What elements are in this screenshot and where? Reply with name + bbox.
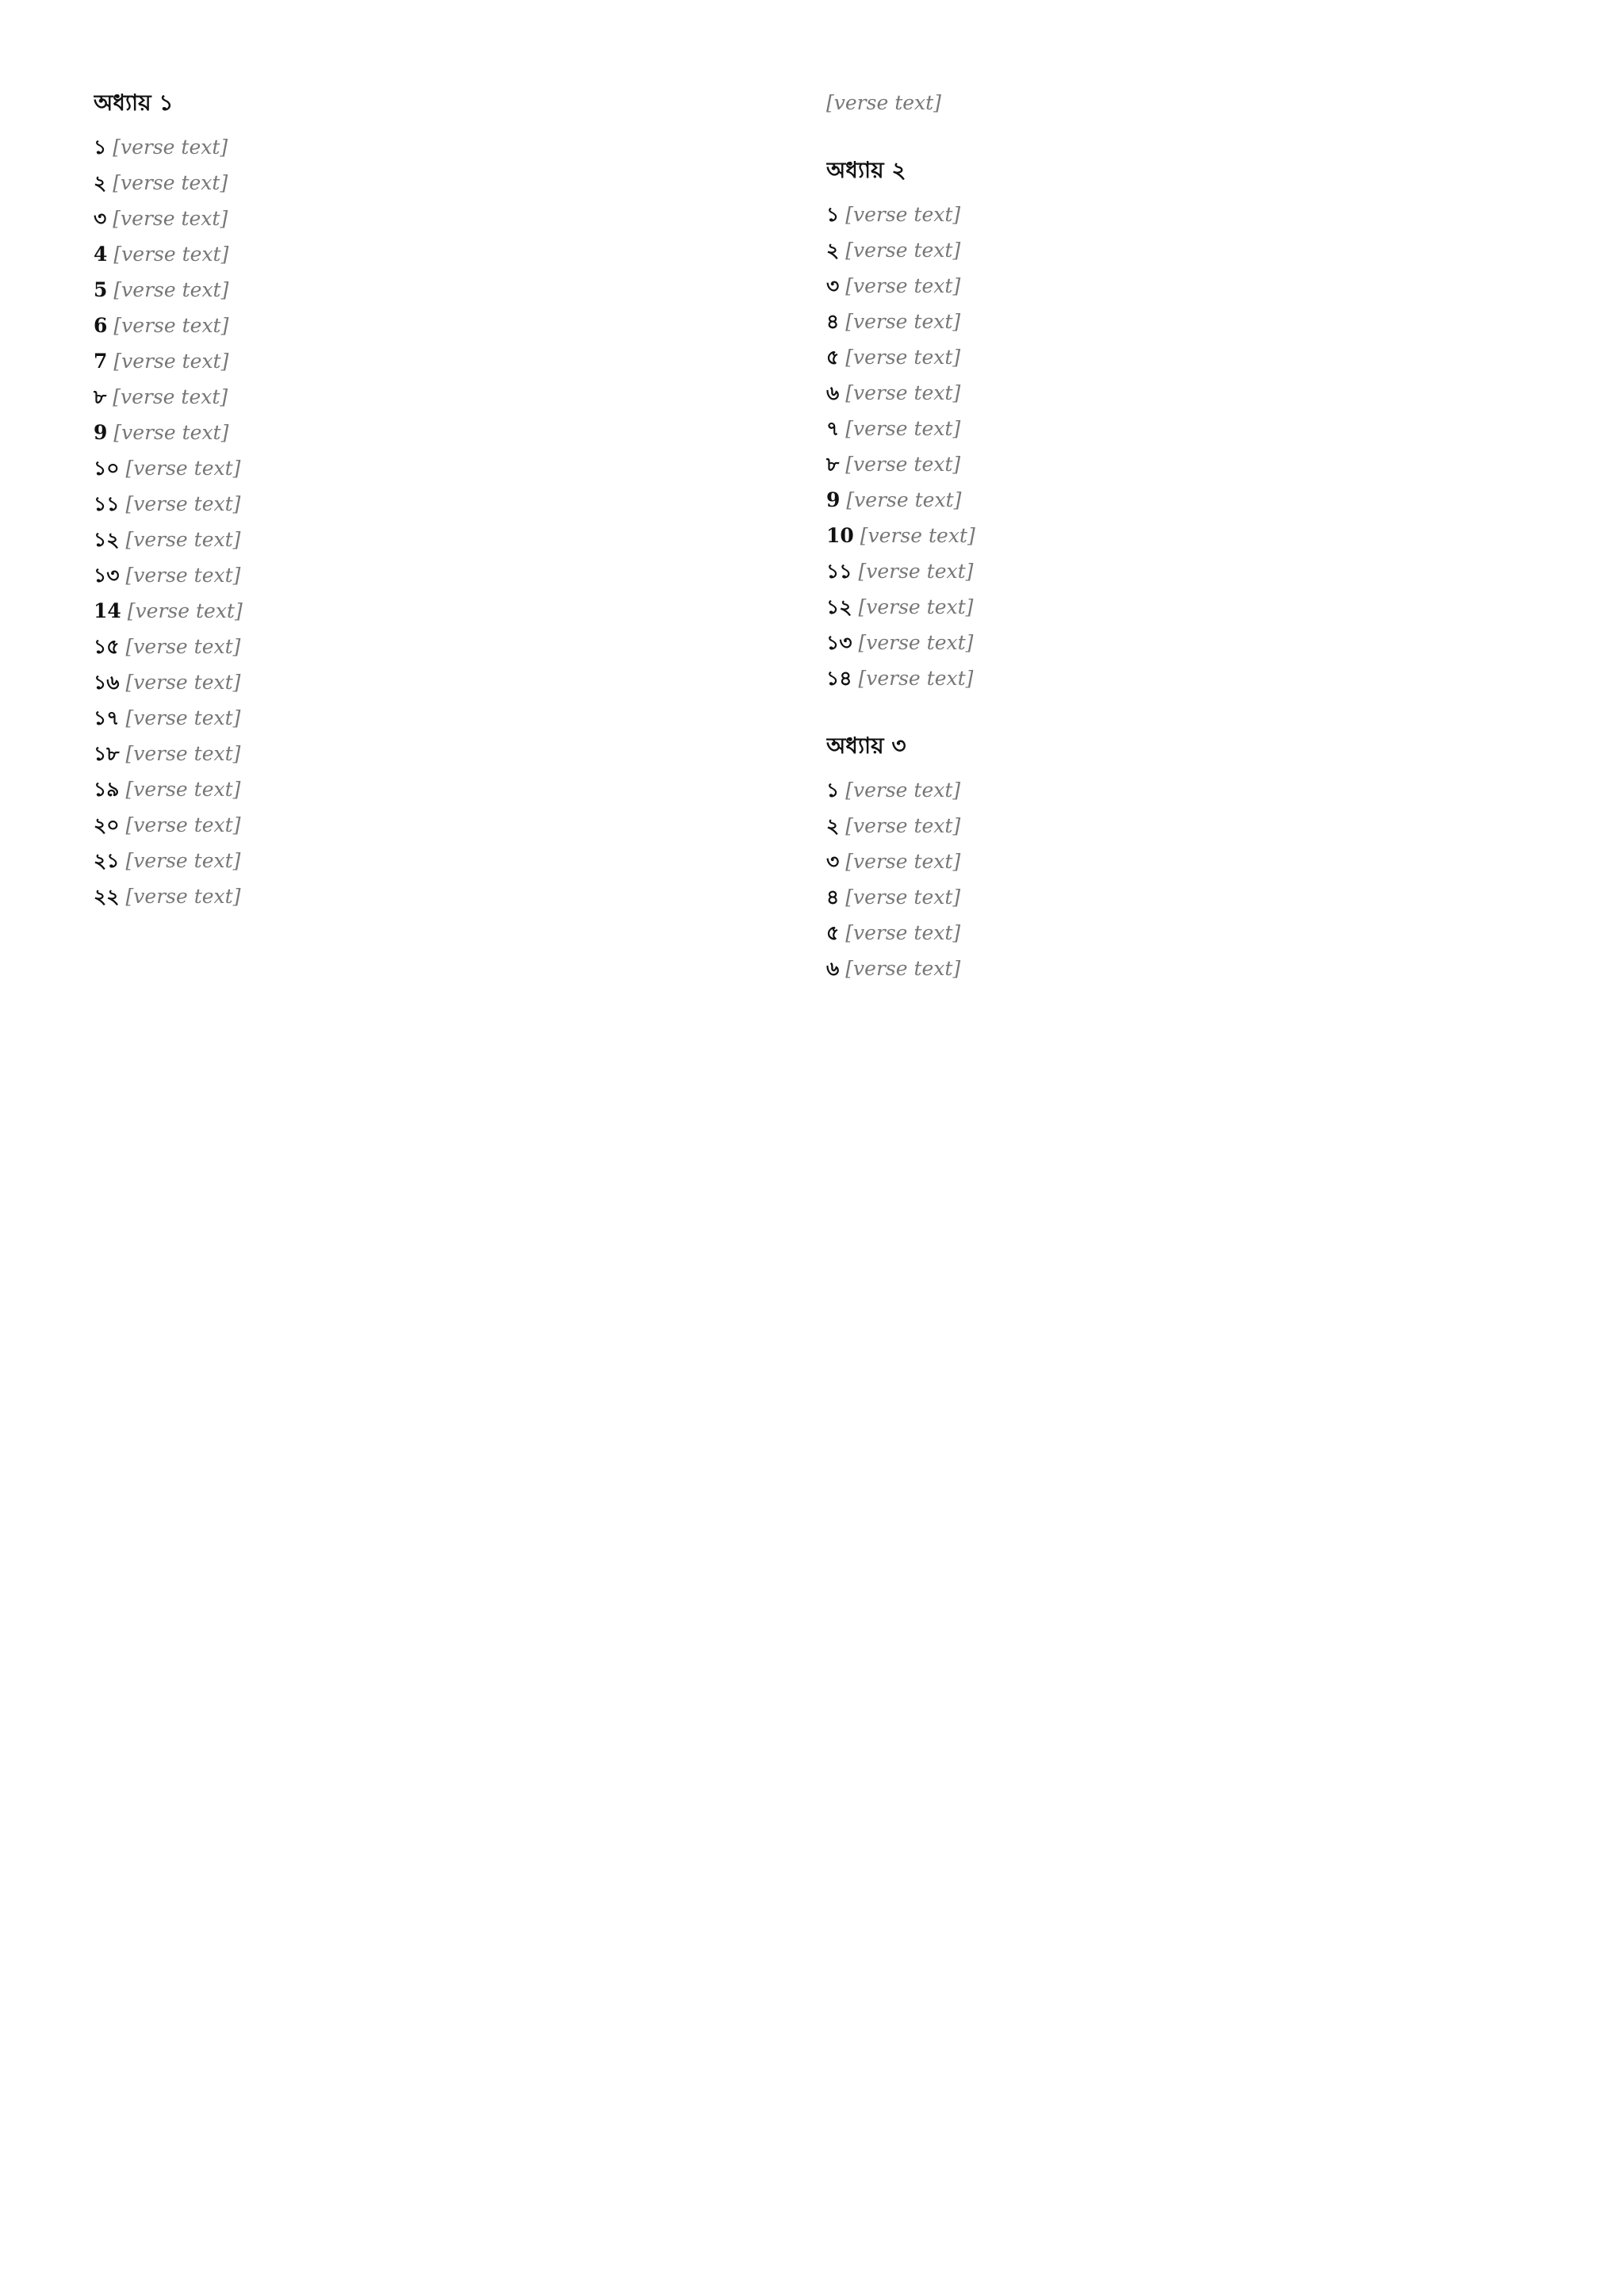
verse-text: [verse text] [845,417,961,440]
verse-paragraph [94,453,798,484]
verse-number: ১৫ [94,635,120,658]
verse-paragraph [94,595,798,626]
verse-number: ১৩ [94,564,120,587]
verse-paragraph [94,560,798,591]
section-gap [826,698,1530,730]
verse-number: ৬ [826,381,840,404]
verse-text: [verse text] [125,671,241,694]
verse-text: [verse text] [858,667,974,690]
verse-number: ২০ [94,813,120,836]
verse-paragraph [826,449,1530,480]
left-column [94,87,798,2248]
verse-number: 14 [94,599,121,622]
verse-text: [verse text] [113,207,228,230]
verse-text: [verse text] [125,564,241,587]
verse-paragraph [826,87,1530,118]
verse-paragraph [94,310,798,341]
verse-paragraph [94,167,798,198]
verse-text: [verse text] [113,171,228,194]
verse-number: 10 [826,524,854,547]
verse-text: [verse text] [845,274,961,297]
verse-paragraph [826,627,1530,658]
verse-paragraph [826,663,1530,694]
verse-paragraph [94,881,798,912]
verse-number: ২ [94,171,107,194]
verse-number: ১২ [826,595,852,618]
verse-paragraph [826,520,1530,551]
verse-text: [verse text] [125,635,241,658]
chapter-heading: অধ্যায় ২ [826,157,906,183]
verse-number: ৫ [826,921,840,944]
verse-paragraph [94,381,798,412]
verse-number: ২২ [94,885,120,908]
verse-number: ৭ [826,417,840,440]
verse-paragraph [94,738,798,769]
verse-number: 9 [826,488,841,511]
verse-number: ৮ [94,385,107,408]
chapter-heading: অধ্যায় ১ [94,90,174,116]
verse-text: [verse text] [845,779,961,802]
chapter-heading: অধ্যায় ৩ [826,733,906,759]
verse-text: [verse text] [845,310,961,333]
verse-paragraph [826,235,1530,266]
verse-text: [verse text] [826,91,941,114]
verse-number: ৬ [826,957,840,980]
verse-text: [verse text] [113,385,228,408]
verse-text: [verse text] [858,560,974,583]
verse-number: ৩ [94,207,107,230]
verse-text: [verse text] [845,346,961,369]
verse-number: 7 [94,350,108,373]
verse-number: 9 [94,421,108,444]
verse-text: [verse text] [125,778,241,801]
verse-text: [verse text] [113,278,229,301]
verse-paragraph [94,702,798,733]
verse-paragraph [826,953,1530,984]
verse-text: [verse text] [845,814,961,837]
verse-text: [verse text] [125,813,241,836]
verse-text: [verse text] [845,886,961,909]
verse-number: ১৭ [94,706,120,729]
verse-paragraph [94,631,798,662]
verse-number: ১৮ [94,742,120,765]
verse-text: [verse text] [845,921,961,944]
verse-paragraph [94,274,798,305]
verse-text: [verse text] [845,239,961,262]
verse-text: [verse text] [125,885,241,908]
verse-number: 5 [94,278,108,301]
verse-text: [verse text] [845,453,961,476]
verse-number: ১৬ [94,671,120,694]
verse-paragraph [826,810,1530,841]
verse-number: ২ [826,814,840,837]
verse-paragraph [94,524,798,555]
verse-text: [verse text] [845,203,961,226]
verse-text: [verse text] [845,381,961,404]
verse-paragraph [826,917,1530,948]
verse-paragraph [826,484,1530,515]
verse-number: ২১ [94,849,120,872]
verse-number: ১১ [94,492,120,515]
verse-number: ১৪ [826,667,852,690]
verse-text: [verse text] [113,421,229,444]
verse-text: [verse text] [845,957,961,980]
right-column [826,87,1530,2248]
verse-number: ১০ [94,457,120,480]
verse-number: 4 [94,243,108,266]
verse-number: ৫ [826,346,840,369]
verse-paragraph [94,346,798,377]
verse-number: ১ [826,779,840,802]
verse-number: ২ [826,239,840,262]
verse-number: ১৯ [94,778,120,801]
verse-paragraph [826,882,1530,913]
verse-paragraph [94,203,798,234]
verse-text: [verse text] [125,457,241,480]
verse-text: [verse text] [127,599,243,622]
verse-paragraph [94,417,798,448]
verse-paragraph [94,667,798,698]
verse-paragraph [826,591,1530,622]
verse-number: ১ [826,203,840,226]
verse-number: ৩ [826,850,840,873]
verse-text: [verse text] [125,849,241,872]
verse-paragraph [826,846,1530,877]
verse-paragraph [826,556,1530,587]
verse-text: [verse text] [125,528,241,551]
verse-text: [verse text] [113,314,229,337]
verse-paragraph [826,199,1530,230]
verse-number: 6 [94,314,108,337]
verse-number: ৪ [826,886,840,909]
verse-paragraph [826,270,1530,301]
verse-paragraph [94,239,798,270]
verse-paragraph [94,132,798,163]
verse-text: [verse text] [113,243,229,266]
verse-paragraph [94,809,798,840]
verse-text: [verse text] [846,488,962,511]
verse-paragraph [826,342,1530,373]
verse-text: [verse text] [860,524,975,547]
verse-paragraph [94,488,798,519]
verse-number: ১ [94,136,107,159]
verse-paragraph [826,413,1530,444]
verse-text: [verse text] [113,350,229,373]
verse-number: ১২ [94,528,120,551]
verse-paragraph [826,306,1530,337]
verse-paragraph [94,774,798,805]
verse-number: ৪ [826,310,840,333]
verse-paragraph [826,775,1530,806]
verse-number: ১৩ [826,631,852,654]
verse-paragraph [826,377,1530,408]
verse-text: [verse text] [113,136,228,159]
verse-text: [verse text] [125,706,241,729]
verse-number: ৮ [826,453,840,476]
verse-number: ৩ [826,274,840,297]
verse-text: [verse text] [858,595,974,618]
verse-paragraph [94,845,798,876]
section-gap [826,123,1530,155]
verse-text: [verse text] [125,742,241,765]
verse-text: [verse text] [858,631,974,654]
verse-text: [verse text] [125,492,241,515]
verse-text: [verse text] [845,850,961,873]
verse-number: ১১ [826,560,852,583]
